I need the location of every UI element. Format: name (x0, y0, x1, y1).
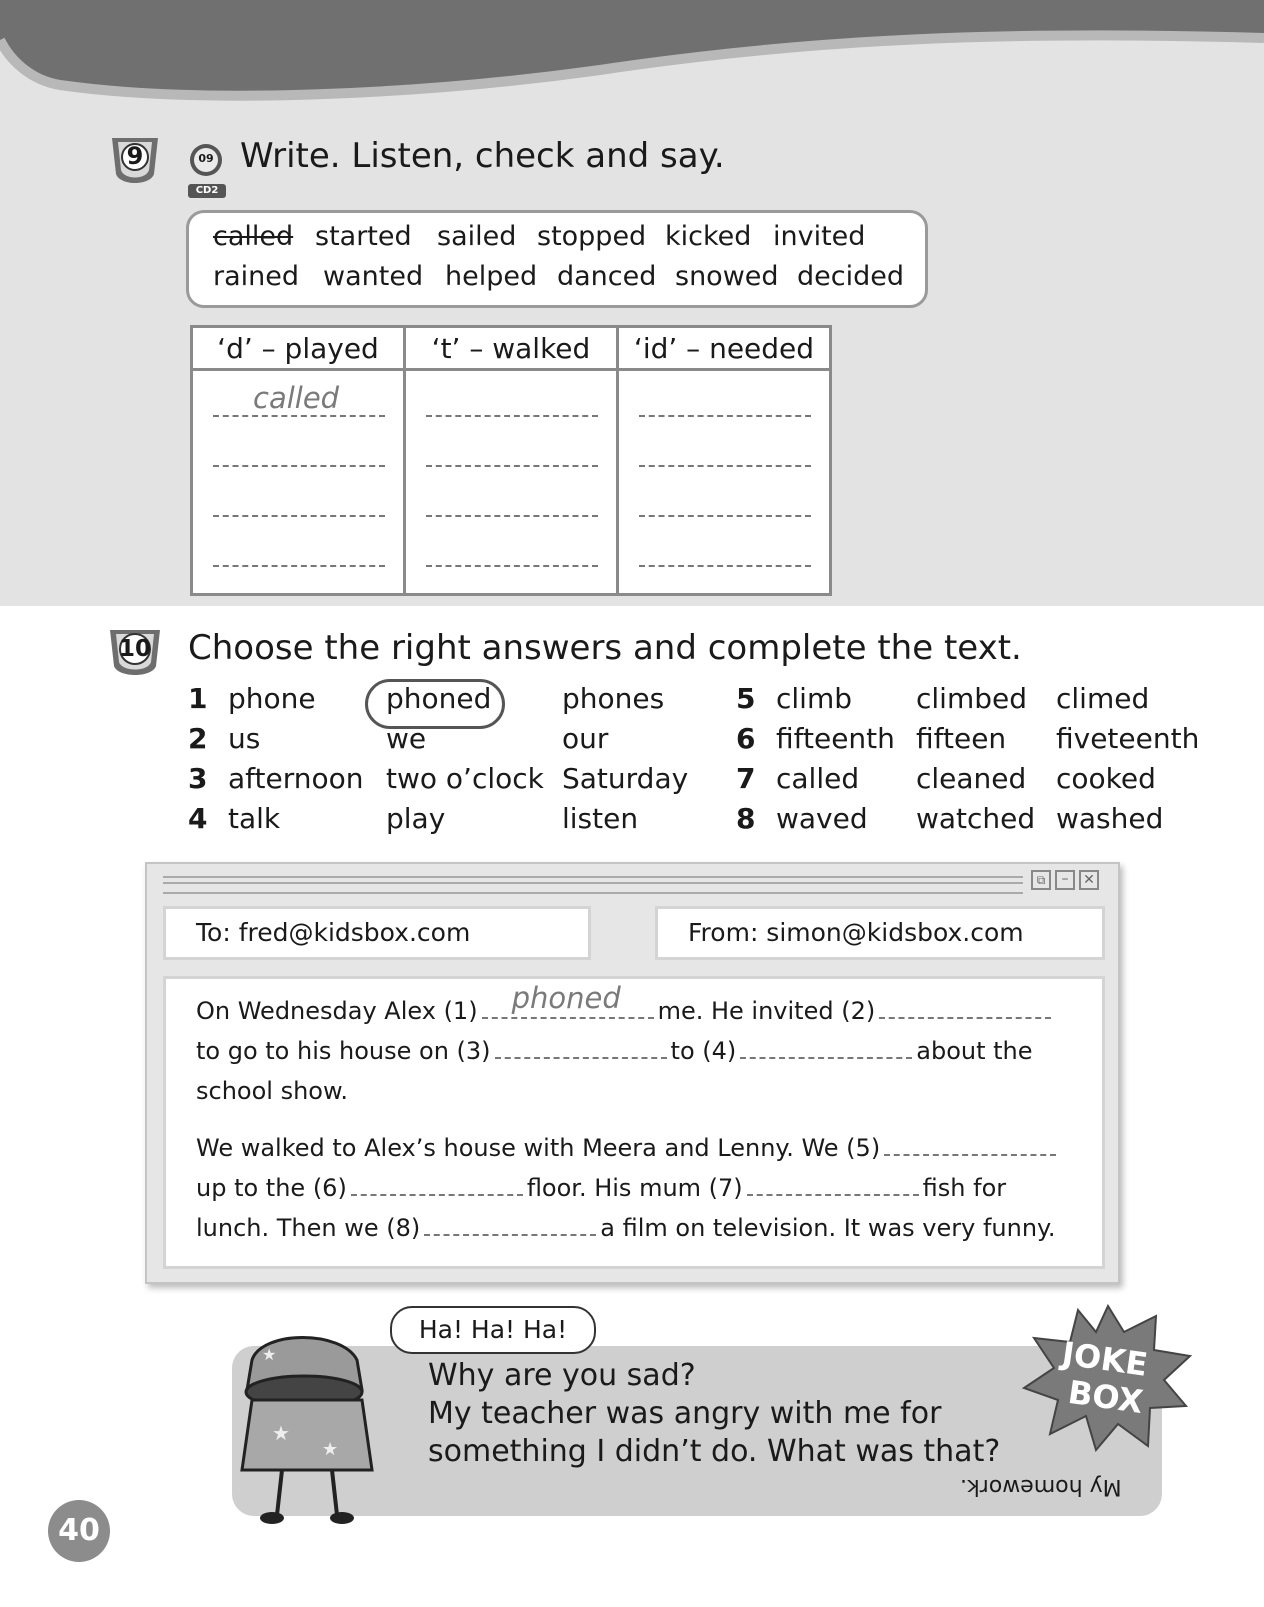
blank-3[interactable] (495, 1057, 667, 1059)
joke-badge-line-1: JOKE (1059, 1334, 1150, 1384)
blank-5[interactable] (884, 1154, 1056, 1156)
email-line (196, 1037, 1033, 1065)
blank-8[interactable] (424, 1234, 596, 1236)
option[interactable]: Saturday (562, 762, 689, 795)
exercise-9-number: 9 (126, 142, 144, 170)
answer-line[interactable] (426, 515, 598, 517)
option[interactable]: phones (562, 682, 665, 715)
item-number: 7 (736, 762, 756, 795)
exercise-10-number: 10 (118, 636, 151, 662)
option[interactable]: fiveteenth (1056, 722, 1200, 755)
blank-4[interactable] (740, 1057, 912, 1059)
email-text: fish for (922, 1174, 1007, 1202)
answer-line[interactable] (213, 415, 385, 417)
option[interactable]: fifteenth (776, 722, 895, 755)
option[interactable]: phoned (386, 682, 492, 715)
cd-label: CD2 (188, 184, 226, 198)
option[interactable]: we (386, 722, 427, 755)
answer-line[interactable] (213, 465, 385, 467)
answer-line[interactable] (426, 415, 598, 417)
audio-track-number: 09 (198, 152, 214, 165)
exercise-10-title: Choose the right answers and complete the text. (188, 628, 1022, 668)
item-number: 4 (188, 802, 208, 835)
exercise-9-title: Write. Listen, check and say. (240, 136, 725, 176)
word-sailed: sailed (437, 221, 517, 252)
email-text: about the (916, 1037, 1033, 1065)
email-line (196, 1174, 1006, 1202)
option[interactable]: fifteen (916, 722, 1007, 755)
table-header-t: ‘t’ – walked (405, 327, 618, 370)
email-line (196, 1134, 1060, 1162)
answer-line[interactable] (213, 565, 385, 567)
email-body (163, 976, 1105, 1269)
answer-line[interactable] (639, 515, 811, 517)
column-id-answers (618, 370, 831, 595)
word-started: started (315, 221, 412, 252)
joke-badge-line-2: BOX (1065, 1372, 1146, 1422)
answer-line[interactable] (639, 465, 811, 467)
option[interactable]: waved (776, 802, 868, 835)
joke-line-1: Why are you sad? (428, 1358, 696, 1393)
joke-answer-upside-down: My homework. (960, 1474, 1122, 1499)
email-text: up to the (6) (196, 1174, 347, 1202)
email-text: We walked to Alex’s house with Meera and Lenny. We (5) (196, 1134, 881, 1162)
answer-line[interactable] (213, 515, 385, 517)
email-line: school show. (196, 1077, 349, 1105)
item-number: 3 (188, 762, 208, 795)
blank-7[interactable] (747, 1194, 919, 1196)
option[interactable]: watched (916, 802, 1036, 835)
close-window-icon[interactable]: ✕ (1079, 870, 1099, 890)
option[interactable]: our (562, 722, 609, 755)
option[interactable]: afternoon (228, 762, 364, 795)
blank-6[interactable] (351, 1194, 523, 1196)
svg-text:★: ★ (262, 1345, 277, 1364)
header-wave-decoration (0, 0, 1264, 140)
sound-sort-table (190, 325, 832, 596)
joke-line-2: My teacher was angry with me for (428, 1396, 942, 1431)
email-line (196, 981, 1055, 1025)
title-bar-line (163, 882, 1023, 884)
email-text: On Wednesday Alex (1) (196, 997, 478, 1025)
email-text: a film on television. It was very funny. (600, 1214, 1056, 1242)
column-d-answers (192, 370, 405, 595)
answer-line[interactable] (426, 565, 598, 567)
word-snowed: snowed (675, 261, 779, 292)
option[interactable]: phone (228, 682, 316, 715)
item-number: 2 (188, 722, 208, 755)
restore-window-icon[interactable]: ⧉ (1031, 870, 1051, 890)
email-text: to go to his house on (3) (196, 1037, 491, 1065)
email-window (145, 862, 1120, 1284)
word-invited: invited (773, 221, 866, 252)
option[interactable]: cooked (1056, 762, 1156, 795)
word-helped: helped (445, 261, 538, 292)
blank-1[interactable] (482, 981, 654, 1019)
word-box (186, 210, 928, 308)
email-text: lunch. Then we (8) (196, 1214, 421, 1242)
option[interactable]: two o’clock (386, 762, 544, 795)
page-number: 40 (48, 1500, 110, 1562)
word-rained: rained (213, 261, 300, 292)
answer-line[interactable] (639, 565, 811, 567)
option[interactable]: climb (776, 682, 853, 715)
option[interactable]: play (386, 802, 446, 835)
email-text: floor. His mum (7) (526, 1174, 743, 1202)
from-field[interactable]: From: simon@kidsbox.com (655, 906, 1105, 960)
table-header-d: ‘d’ – played (192, 327, 405, 370)
blank-2[interactable] (879, 1017, 1051, 1019)
word-danced: danced (557, 261, 657, 292)
answer-line[interactable] (426, 465, 598, 467)
answer-line[interactable] (639, 415, 811, 417)
to-field[interactable]: To: fred@kidsbox.com (163, 906, 591, 960)
item-number: 6 (736, 722, 756, 755)
treasure-chest-character (222, 1330, 392, 1530)
column-t-answers (405, 370, 618, 595)
title-bar-lines (163, 876, 1023, 894)
word-stopped: stopped (537, 221, 647, 252)
minimize-window-icon[interactable]: – (1055, 870, 1075, 890)
item-number: 5 (736, 682, 756, 715)
email-text: to (4) (670, 1037, 737, 1065)
option[interactable]: cleaned (916, 762, 1027, 795)
email-text: me. He invited (2) (657, 997, 876, 1025)
example-answer: called (253, 381, 340, 415)
word-called: called (213, 221, 294, 252)
item-number: 8 (736, 802, 756, 835)
speech-bubble: Ha! Ha! Ha! (390, 1306, 596, 1354)
word-wanted: wanted (323, 261, 424, 292)
example-answer-phoned: phoned (511, 981, 621, 1015)
option[interactable]: listen (562, 802, 639, 835)
option[interactable]: us (228, 722, 261, 755)
word-kicked: kicked (665, 221, 752, 252)
table-header-id: ‘id’ – needed (618, 327, 831, 370)
option[interactable]: called (776, 762, 860, 795)
email-line (196, 1214, 1055, 1242)
option[interactable]: washed (1056, 802, 1164, 835)
option[interactable]: climed (1056, 682, 1150, 715)
item-number: 1 (188, 682, 208, 715)
svg-text:★: ★ (272, 1421, 290, 1445)
word-decided: decided (797, 261, 904, 292)
svg-text:★: ★ (322, 1439, 339, 1460)
joke-line-3: something I didn’t do. What was that? (428, 1434, 1001, 1469)
option[interactable]: climbed (916, 682, 1028, 715)
option[interactable]: talk (228, 802, 281, 835)
